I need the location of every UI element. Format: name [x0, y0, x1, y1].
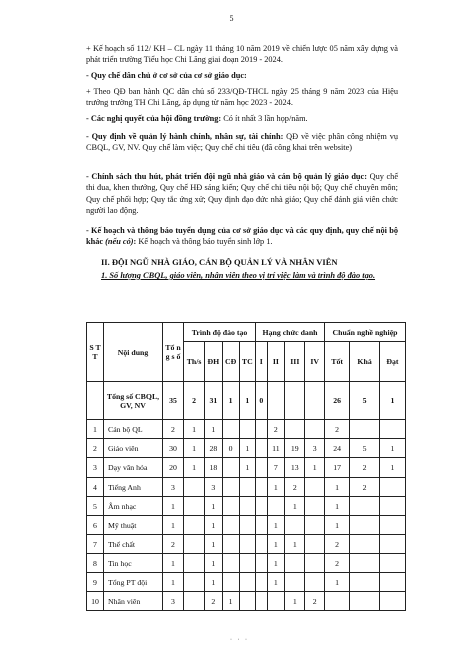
row-cell: 1	[285, 592, 305, 611]
row-cell	[305, 573, 325, 592]
total-cell	[267, 382, 285, 420]
row-cell	[267, 592, 285, 611]
row-cell: 2	[350, 458, 380, 478]
row-cell	[184, 516, 205, 535]
subheader-7: IV	[305, 342, 325, 382]
row-cell: 1	[205, 535, 222, 554]
row-name: Tiếng Anh	[104, 478, 163, 497]
row-cell	[325, 592, 350, 611]
row-cell	[305, 420, 325, 439]
total-cell: 1	[379, 382, 405, 420]
row-cell: 1	[267, 535, 285, 554]
staff-table	[86, 322, 406, 611]
row-cell: 3	[163, 592, 184, 611]
row-cell: 2	[305, 592, 325, 611]
subheader-1: ĐH	[205, 342, 222, 382]
row-cell: 1	[184, 458, 205, 478]
staff-policy-text: Quy chế thi đua, khen thưởng, Quy chế HĐ sáng kiến; Quy chế chi tiêu nội bộ; Quy chế chuyên môn; Quy chế phối hợp; Quy tắc ứng xử; Quy định đạo đức nhà giáo; Quy chế đánh giá viên chức người lao động.	[86, 172, 399, 216]
democracy-regulation-heading: - Quy chế dân chủ ở cơ sở của cơ sở giáo dục:	[86, 71, 247, 80]
row-cell	[305, 478, 325, 497]
row-cell	[239, 516, 255, 535]
section-title: II. ĐỘI NGŨ NHÀ GIÁO, CÁN BỘ QUẢN LÝ VÀ NHÂN VIÊN	[101, 257, 338, 267]
admin-regulation-paragraph	[86, 131, 398, 154]
row-cell	[379, 478, 405, 497]
row-cell	[379, 535, 405, 554]
row-cell: 1	[239, 439, 255, 458]
total-cell: 2	[184, 382, 205, 420]
school-council-paragraph	[86, 113, 398, 124]
row-cell	[184, 554, 205, 573]
recruitment-plan-paragraph	[86, 225, 398, 248]
row-cell	[222, 535, 239, 554]
row-cell	[379, 554, 405, 573]
row-cell: 1	[267, 478, 285, 497]
subheader-9: Khá	[350, 342, 380, 382]
row-cell	[239, 478, 255, 497]
total-cell: 1	[222, 382, 239, 420]
footer-mark: · · ·	[230, 637, 249, 643]
row-name: Mỹ thuật	[104, 516, 163, 535]
row-cell: 0	[222, 439, 239, 458]
row-cell: 1	[325, 573, 350, 592]
table-row	[87, 573, 406, 592]
row-cell	[222, 497, 239, 516]
recruitment-plan-text: Kế hoạch và thông báo tuyển sinh lớp 1.	[136, 237, 273, 247]
subheader-5: II	[267, 342, 285, 382]
row-cell	[256, 439, 268, 458]
row-cell: 1	[163, 497, 184, 516]
recruitment-plan-note: (nếu có)	[103, 237, 134, 247]
table-row	[87, 535, 406, 554]
row-cell	[350, 516, 380, 535]
row-cell: 2	[163, 535, 184, 554]
row-cell	[350, 497, 380, 516]
row-cell: 1	[184, 420, 205, 439]
table-row	[87, 458, 406, 478]
row-cell: 3	[205, 478, 222, 497]
subheader-3: TC	[239, 342, 255, 382]
row-cell	[239, 554, 255, 573]
row-cell: 2	[325, 554, 350, 573]
row-cell: 2	[350, 478, 380, 497]
row-cell: 5	[350, 439, 380, 458]
row-cell: 24	[325, 439, 350, 458]
table-row	[87, 592, 406, 611]
row-cell	[350, 554, 380, 573]
row-cell: 1	[285, 535, 305, 554]
row-stt: 2	[87, 439, 104, 458]
row-stt: 8	[87, 554, 104, 573]
row-cell	[379, 573, 405, 592]
row-cell	[222, 458, 239, 478]
table-row	[87, 439, 406, 458]
row-cell	[222, 554, 239, 573]
total-label: Tổng số CBQL, GV, NV	[104, 382, 163, 420]
row-cell	[239, 573, 255, 592]
row-cell: 1	[163, 554, 184, 573]
table-row	[87, 516, 406, 535]
row-cell: 1	[205, 420, 222, 439]
row-cell	[256, 592, 268, 611]
row-cell	[379, 592, 405, 611]
row-name: Tin học	[104, 554, 163, 573]
header-rank: Hạng chức danh	[256, 323, 325, 342]
row-cell	[305, 535, 325, 554]
admin-regulation-heading: - Quy định về quản lý hành chính, nhân sự, tài chính:	[86, 132, 284, 141]
row-cell	[239, 592, 255, 611]
row-cell: 1	[163, 516, 184, 535]
row-cell: 1	[267, 573, 285, 592]
row-cell: 30	[163, 439, 184, 458]
total-cell: 26	[325, 382, 350, 420]
row-cell: 20	[163, 458, 184, 478]
school-council-text: Có ít nhất 3 lần họp/năm.	[221, 114, 308, 123]
row-cell: 1	[205, 516, 222, 535]
row-name: Cán bộ QL	[104, 420, 163, 439]
subheader-10: Đạt	[379, 342, 405, 382]
row-cell	[256, 535, 268, 554]
row-cell	[256, 497, 268, 516]
page-number: 5	[229, 14, 234, 23]
row-name: Dạy văn hóa	[104, 458, 163, 478]
row-cell	[350, 420, 380, 439]
row-cell	[350, 535, 380, 554]
row-cell	[305, 554, 325, 573]
row-stt: 9	[87, 573, 104, 592]
row-cell: 2	[325, 535, 350, 554]
row-name: Giáo viên	[104, 439, 163, 458]
row-stt: 7	[87, 535, 104, 554]
plan-112-text: + Kế hoạch số 112/ KH – CL ngày 11 tháng 10 năm 2019 về chiến lược 05 năm xây dựng và phát triển trường Tiểu học Chi Lăng giai đoạn 2019 - 2024.	[86, 44, 398, 65]
row-stt: 10	[87, 592, 104, 611]
table-row	[87, 420, 406, 439]
row-cell	[256, 478, 268, 497]
total-cell: 1	[239, 382, 255, 420]
row-name: Thể chất	[104, 535, 163, 554]
row-cell	[350, 592, 380, 611]
total-cell	[285, 382, 305, 420]
row-cell: 17	[325, 458, 350, 478]
row-cell: 2	[267, 420, 285, 439]
total-cell: 5	[350, 382, 380, 420]
row-name: Âm nhạc	[104, 497, 163, 516]
total-cell: 31	[205, 382, 222, 420]
row-cell	[184, 497, 205, 516]
recruitment-plan-colon: :	[133, 237, 137, 247]
subsection-title: 1. Số lượng CBQL, giáo viên, nhân viên theo vị trí việc làm và trình độ đào tạo.	[101, 271, 376, 280]
row-cell	[184, 592, 205, 611]
total-cell: 0	[256, 382, 268, 420]
row-cell	[256, 573, 268, 592]
row-cell	[285, 573, 305, 592]
row-cell: 2	[205, 592, 222, 611]
staff-policy-heading: - Chính sách thu hút, phát triển đội ngũ nhà giáo và cán bộ quản lý giáo dục:	[86, 172, 367, 181]
row-cell: 1	[325, 516, 350, 535]
table-row	[87, 554, 406, 573]
row-cell	[184, 573, 205, 592]
row-cell: 1	[325, 497, 350, 516]
row-cell: 7	[267, 458, 285, 478]
row-cell	[256, 420, 268, 439]
subheader-6: III	[285, 342, 305, 382]
recruitment-plan-heading: - Kế hoạch và thông báo tuyển dụng của cơ sở giáo dục và các quy định, quy chế nội bộ khác	[86, 226, 398, 247]
header-content: Nội dung	[104, 323, 163, 382]
row-cell	[256, 554, 268, 573]
row-cell	[350, 573, 380, 592]
row-cell	[379, 497, 405, 516]
row-cell: 18	[205, 458, 222, 478]
row-cell	[239, 420, 255, 439]
row-cell: 3	[163, 478, 184, 497]
total-cell: 35	[163, 382, 184, 420]
row-stt: 1	[87, 420, 104, 439]
row-cell	[285, 420, 305, 439]
democracy-regulation-text: + Theo QĐ ban hành QC dân chủ số 233/QĐ-THCL ngày 25 tháng 9 năm 2023 của Hiệu trưởng trường TH Chi Lăng, áp dụng từ năm học 2023 - 2024.	[86, 87, 398, 108]
row-stt: 6	[87, 516, 104, 535]
row-cell	[239, 497, 255, 516]
row-stt: 5	[87, 497, 104, 516]
row-cell	[239, 535, 255, 554]
row-name: Nhân viên	[104, 592, 163, 611]
row-cell	[222, 478, 239, 497]
row-cell: 1	[267, 554, 285, 573]
table-row	[87, 497, 406, 516]
row-cell: 2	[285, 478, 305, 497]
row-name: Tổng PT đội	[104, 573, 163, 592]
row-cell	[222, 420, 239, 439]
row-cell: 1	[205, 554, 222, 573]
row-cell	[305, 497, 325, 516]
row-cell: 1	[163, 573, 184, 592]
total-cell	[305, 382, 325, 420]
header-training-level: Trình độ đào tạo	[184, 323, 256, 342]
subheader-2: CĐ	[222, 342, 239, 382]
row-cell: 28	[205, 439, 222, 458]
subheader-8: Tốt	[325, 342, 350, 382]
row-cell: 1	[379, 458, 405, 478]
row-stt: 3	[87, 458, 104, 478]
row-cell	[256, 458, 268, 478]
school-council-heading: - Các nghị quyết của hội đồng trường:	[86, 114, 222, 123]
header-standard: Chuẩn nghề nghiệp	[325, 323, 406, 342]
row-cell	[285, 554, 305, 573]
admin-regulation-text: QĐ về việc phân công nhiệm vụ CBQL, GV, NV. Quy chế làm việc; Quy chế chi tiêu (đã công khai trên website)	[86, 132, 398, 153]
row-cell	[305, 516, 325, 535]
row-cell: 1	[205, 573, 222, 592]
row-cell	[222, 573, 239, 592]
row-cell: 1	[239, 458, 255, 478]
subheader-4: I	[256, 342, 268, 382]
row-stt: 4	[87, 478, 104, 497]
row-cell: 2	[163, 420, 184, 439]
row-cell	[267, 497, 285, 516]
row-cell	[184, 478, 205, 497]
row-cell	[256, 516, 268, 535]
row-cell	[379, 420, 405, 439]
row-cell: 19	[285, 439, 305, 458]
total-stt-cell	[87, 382, 104, 420]
row-cell: 1	[184, 439, 205, 458]
row-cell: 11	[267, 439, 285, 458]
subheader-0: Th/s	[184, 342, 205, 382]
row-cell: 13	[285, 458, 305, 478]
row-cell: 1	[205, 497, 222, 516]
row-cell: 1	[222, 592, 239, 611]
row-cell: 1	[325, 478, 350, 497]
row-cell: 1	[267, 516, 285, 535]
header-total: Tổ n g s ố	[163, 323, 184, 382]
header-stt: S T T	[87, 323, 104, 382]
row-cell	[222, 516, 239, 535]
row-cell: 1	[285, 497, 305, 516]
staff-policy-paragraph	[86, 171, 398, 217]
row-cell	[184, 535, 205, 554]
row-cell: 2	[325, 420, 350, 439]
row-cell	[285, 516, 305, 535]
table-row	[87, 478, 406, 497]
row-cell: 3	[305, 439, 325, 458]
row-cell	[379, 516, 405, 535]
row-cell: 1	[305, 458, 325, 478]
row-cell: 1	[379, 439, 405, 458]
